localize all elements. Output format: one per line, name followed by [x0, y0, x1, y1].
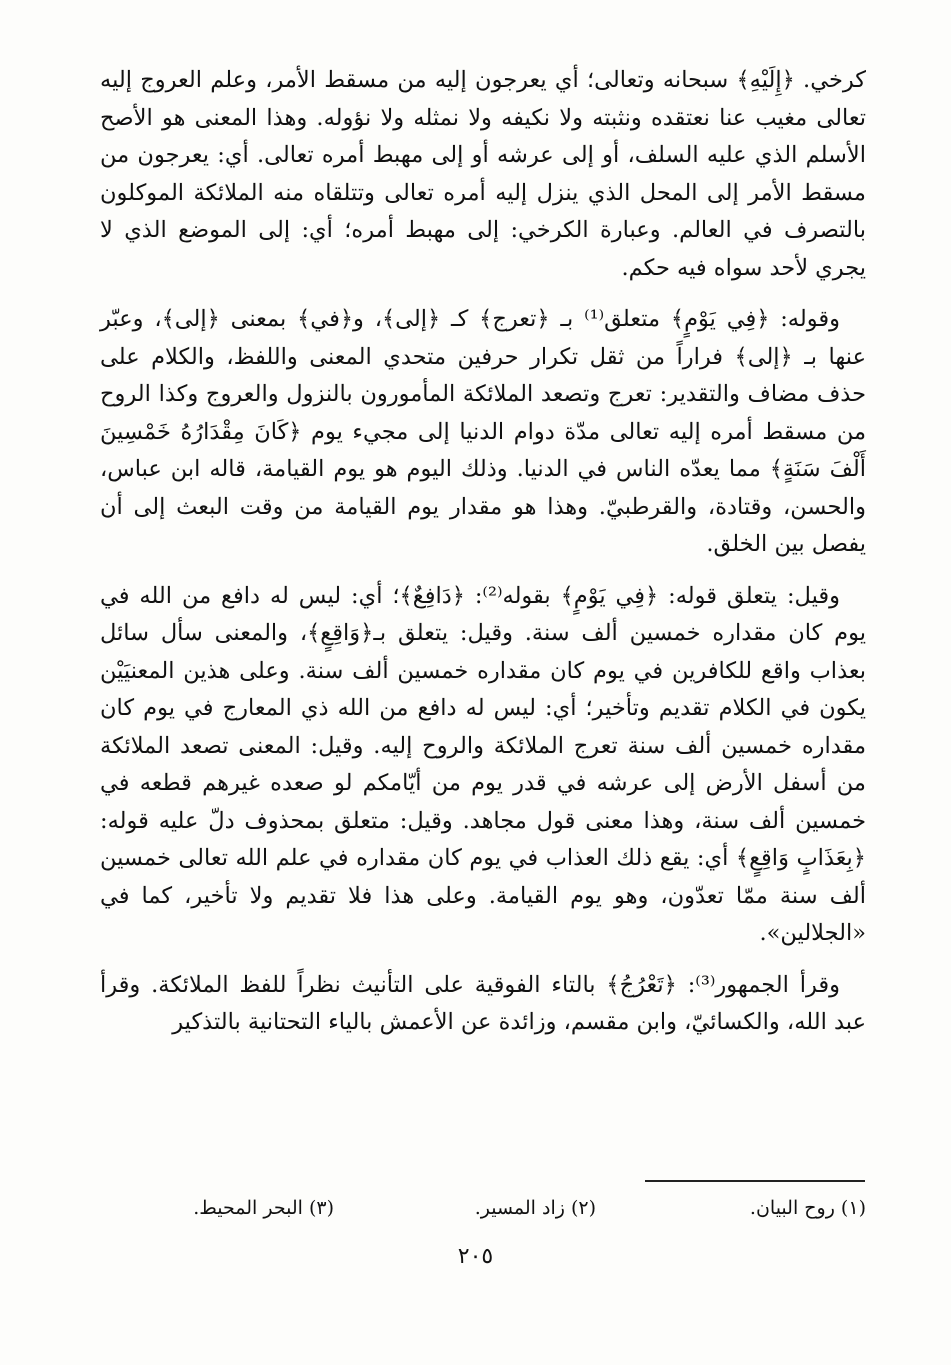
footnote-3: (٣) البحر المحيط.: [193, 1197, 334, 1219]
page-number: ٢٠٥: [457, 1244, 494, 1269]
paragraph-4: وقرأ الجمهور⁽³⁾: ﴿تَعْرُجُ﴾ بالتاء الفوقية على التأنيث نظراً للفظ الملائكة. وقرأ عبد الله، والكسائيّ، وابن مقسم، وزائدة عن الأعمش بالياء التحتانية بالتذكير: [100, 971, 866, 1035]
footnote-2: (٢) زاد المسير.: [474, 1197, 596, 1219]
footnotes: [100, 1193, 866, 1223]
body-text: [100, 62, 866, 1056]
footnote-1: (١) روح البيان.: [749, 1197, 866, 1219]
footnote-separator: [645, 1180, 865, 1182]
paragraph-1: كرخي. ﴿إِلَيْهِ﴾ سبحانه وتعالى؛ أي يعرجون إليه من مسقط الأمر، وعلم العروج إليه تعالى مغيب عنا نعتقده ونثبته ولا نكيفه ولا نمثله ولا نؤوله. وهذا المعنى هو الأصح الأسلم الذي عليه السلف، أو إلى عرشه أو إلى مهبط أمره تعالى. أي: يعرجون من مسقط الأمر إلى المحل الذي ينزل إليه أمره تعالى وتتلقاه منه الملائكة الموكلون بالتصرف في العالم. وعبارة الكرخي: إلى مهبط أمره؛ أي: إلى الموضع الذي لا يجري لأحد سواه فيه حكم.: [100, 67, 866, 281]
paragraph-2: وقوله: ﴿فِي يَوْمٍ﴾ متعلق⁽¹⁾ بـ ﴿تعرج﴾ كـ ﴿إلى﴾، و﴿في﴾ بمعنى ﴿إلى﴾، وعبّر عنها بـ ﴿إلى﴾ فراراً من ثقل تكرار حرفين متحدي المعنى واللفظ، والكلام على حذف مضاف والتقدير: تعرج وتصعد الملائكة المأمورون بالنزول والعروج وكذا الروح من مسقط أمره إليه تعالى مدّة دوام الدنيا إلى مجيء يوم ﴿كَانَ مِقْدَارُهُ خَمْسِينَ أَلْفَ سَنَةٍ﴾ مما يعدّه الناس في الدنيا. وذلك اليوم هو يوم القيامة، قاله ابن عباس، والحسن، وقتادة، والقرطبيّ. وهذا هو مقدار يوم القيامة من وقت البعث إلى أن يفصل بين الخلق.: [100, 306, 866, 557]
paragraph-3: وقيل: يتعلق قوله: ﴿فِي يَوْمٍ﴾ بقوله⁽²⁾: ﴿دَافِعٌ﴾؛ أي: ليس له دافع من الله في يوم كان مقداره خمسين ألف سنة. وقيل: يتعلق بـ﴿وَاقِعٍ﴾، والمعنى سأل سائل بعذاب واقع للكافرين في يوم كان مقداره خمسين ألف سنة. وعلى هذين المعنيَيْن يكون في الكلام تقديم وتأخير؛ أي: ليس له دافع من الله ذي المعارج في يوم كان مقداره خمسين ألف سنة تعرج الملائكة والروح إليه. وقيل: المعنى تصعد الملائكة من أسفل الأرض إلى عرشه في قدر يوم من أيّامكم لو صعده غيرهم قطعه في خمسين ألف سنة، وهذا معنى قول مجاهد. وقيل: متعلق بمحذوف دلّ عليه قوله: ﴿بِعَذَابٍ وَاقِعٍ﴾ أي: يقع ذلك العذاب في يوم كان مقداره في علم الله تعالى خمسين ألف سنة ممّا تعدّون، وهو يوم القيامة. وعلى هذا فلا تقديم ولا تأخير، كما في «الجلالين».: [100, 582, 866, 946]
